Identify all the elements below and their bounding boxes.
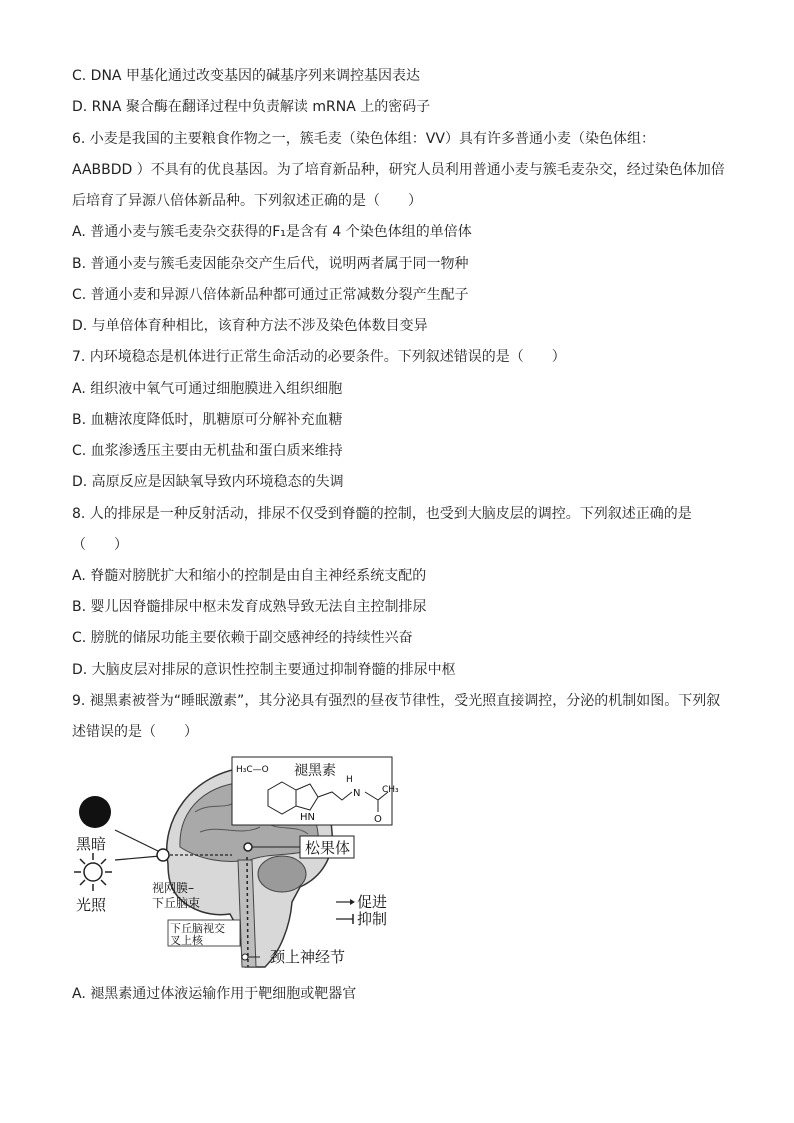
scn-label-1: 下丘脑视交 (170, 922, 225, 935)
option-d-q6: D. 与单倍体育种相比，该育种方法不涉及染色体数目变异 (72, 318, 428, 334)
question-8-stem-1: 8. 人的排尿是一种反射活动，排尿不仅受到脊髓的控制，也受到大脑皮层的调控。下列叙述正确的是 (72, 506, 692, 522)
question-6-stem-3: 后培育了异源八倍体新品种。下列叙述正确的是（ ） (72, 193, 422, 209)
dark-label: 黑暗 (76, 835, 107, 853)
structure-n: N (353, 788, 361, 799)
question-8-stem-2: （ ） (72, 537, 128, 553)
legend-inhibit: 抑制 (357, 910, 388, 928)
cerebellum (258, 856, 306, 892)
structure-o: O (374, 814, 382, 825)
melatonin-label: 褪黑素 (294, 763, 336, 779)
pineal-gland (244, 843, 252, 851)
moon-dark-icon (79, 796, 111, 828)
structure-ch3o: H₃C—O (236, 765, 269, 775)
option-c-q6: C. 普通小麦和异源八倍体新品种都可通过正常减数分裂产生配子 (72, 287, 469, 303)
question-9-stem-1: 9. 褪黑素被誉为“睡眠激素”，其分泌具有强烈的昼夜节律性，受光照直接调控，分泌的机制如图。下列叙 (72, 693, 721, 709)
question-6-stem-2: AABBDD ）不具有的优良基因。为了培育新品种，研究人员利用普通小麦与簇毛麦杂交，经过染色体加倍 (72, 162, 725, 178)
option-c-q7: C. 血浆渗透压主要由无机盐和蛋白质来维持 (72, 443, 343, 459)
sun-icon (74, 853, 112, 891)
question-7-stem: 7. 内环境稳态是机体进行正常生命活动的必要条件。下列叙述错误的是（ ） (72, 349, 566, 365)
ganglion-label: 颈上神经节 (270, 948, 346, 966)
light-label: 光照 (76, 896, 107, 914)
option-d-q8: D. 大脑皮层对排尿的意识性控制主要通过抑制脊髓的排尿中枢 (72, 662, 456, 678)
option-a-q6: A. 普通小麦与簇毛麦杂交获得的F₁是含有 4 个染色体组的单倍体 (72, 224, 472, 240)
retina-tract-label-1: 视网膜– (152, 881, 195, 895)
ganglion-node (242, 954, 248, 960)
option-d-q5: D. RNA 聚合酶在翻译过程中负责解读 mRNA 上的密码子 (72, 99, 431, 115)
option-a-q7: A. 组织液中氧气可通过细胞膜进入组织细胞 (72, 381, 343, 397)
option-b-q7: B. 血糖浓度降低时，肌糖原可分解补充血糖 (72, 412, 343, 428)
structure-h: H (346, 775, 353, 785)
scn-label-2: 叉上核 (170, 934, 203, 947)
option-b-q6: B. 普通小麦与簇毛麦因能杂交产生后代，说明两者属于同一物种 (72, 256, 469, 272)
option-c-q5: C. DNA 甲基化通过改变基因的碱基序列来调控基因表达 (72, 68, 420, 84)
pineal-label: 松果体 (305, 839, 351, 857)
option-a-q8: A. 脊髓对膀胱扩大和缩小的控制是由自主神经系统支配的 (72, 568, 427, 584)
option-b-q8: B. 婴儿因脊髓排尿中枢未发育成熟导致无法自主控制排尿 (72, 599, 427, 615)
structure-hn: HN (300, 812, 315, 823)
option-d-q7: D. 高原反应是因缺氧导致内环境稳态的失调 (72, 474, 344, 490)
question-9-stem-2: 述错误的是（ ） (72, 724, 198, 740)
retina-tract-label-2: 下丘脑束 (152, 896, 201, 910)
legend-promote: 促进 (357, 893, 388, 911)
option-c-q8: C. 膀胱的储尿功能主要依赖于副交感神经的持续性兴奋 (72, 630, 413, 646)
question-6-stem-1: 6. 小麦是我国的主要粮食作物之一，簇毛麦（染色体组：VV）具有许多普通小麦（染色体组： (72, 131, 655, 147)
eye-icon (157, 849, 169, 861)
melatonin-mechanism-diagram (60, 752, 420, 977)
option-a-q9: A. 褪黑素通过体液运输作用于靶细胞或靶器官 (72, 986, 357, 1002)
structure-ch3: CH₃ (382, 785, 399, 795)
